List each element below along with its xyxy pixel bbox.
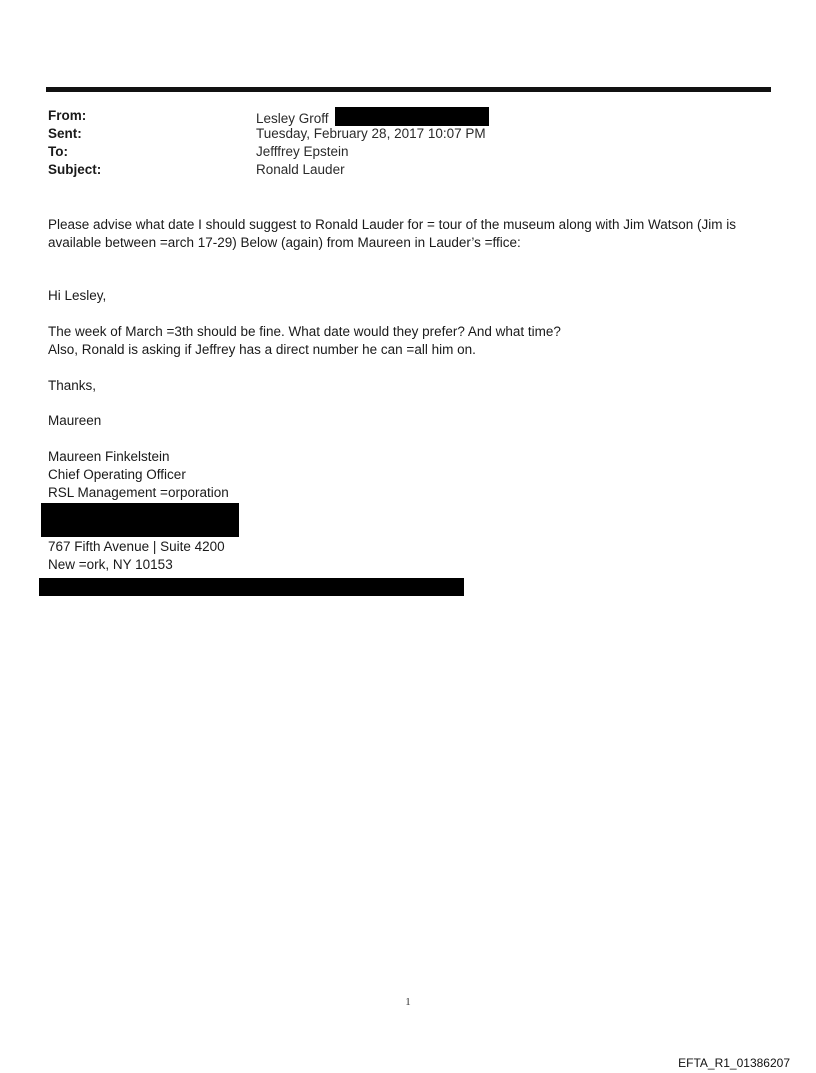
sent-row bbox=[48, 125, 748, 143]
signature-address bbox=[48, 538, 748, 574]
address-line-1: 767 Fifth Avenue | Suite 4200 bbox=[48, 539, 225, 554]
to-row bbox=[48, 143, 748, 161]
main-paragraph bbox=[48, 323, 748, 359]
intro-line-2: available between =arch 17-29) Below (again) from Maureen in Lauder’s =ffice: bbox=[48, 235, 521, 250]
subject-row bbox=[48, 161, 748, 179]
intro-paragraph bbox=[48, 216, 748, 252]
thanks-line: Thanks, bbox=[48, 378, 97, 393]
signature-block bbox=[48, 448, 748, 502]
signoff-line: Maureen bbox=[48, 413, 102, 428]
main-line-2: Also, Ronald is asking if Jeffrey has a direct number he can =all him on. bbox=[48, 342, 476, 357]
to-label: To: bbox=[48, 144, 68, 159]
main-line-1: The week of March =3th should be fine. What date would they prefer? And what time? bbox=[48, 324, 561, 339]
document-id: EFTA_R1_01386207 bbox=[678, 1056, 790, 1070]
redaction-from-email bbox=[335, 107, 489, 126]
subject-value: Ronald Lauder bbox=[256, 162, 345, 177]
redaction-signature-contact bbox=[41, 503, 239, 537]
sent-label: Sent: bbox=[48, 126, 82, 141]
signature-title: Chief Operating Officer bbox=[48, 467, 186, 482]
subject-label: Subject: bbox=[48, 162, 102, 177]
greeting: Hi Lesley, bbox=[48, 288, 107, 303]
from-label: From: bbox=[48, 108, 87, 123]
from-value bbox=[256, 107, 489, 125]
intro-line-1: Please advise what date I should suggest to Ronald Lauder for = tour of the museum along with Jim Watson (Jim is bbox=[48, 217, 736, 232]
address-line-2: New =ork, NY 10153 bbox=[48, 557, 173, 572]
email-header bbox=[48, 107, 748, 179]
to-value: Jefffrey Epstein bbox=[256, 144, 349, 159]
from-row bbox=[48, 107, 748, 125]
redaction-signature-line bbox=[39, 578, 464, 596]
sent-value: Tuesday, February 28, 2017 10:07 PM bbox=[256, 126, 486, 141]
from-name: Lesley Groff bbox=[256, 111, 329, 126]
page-number: 1 bbox=[405, 996, 411, 1008]
signature-name: Maureen Finkelstein bbox=[48, 449, 170, 464]
signature-company: RSL Management =orporation bbox=[48, 485, 229, 500]
header-rule bbox=[46, 87, 771, 92]
